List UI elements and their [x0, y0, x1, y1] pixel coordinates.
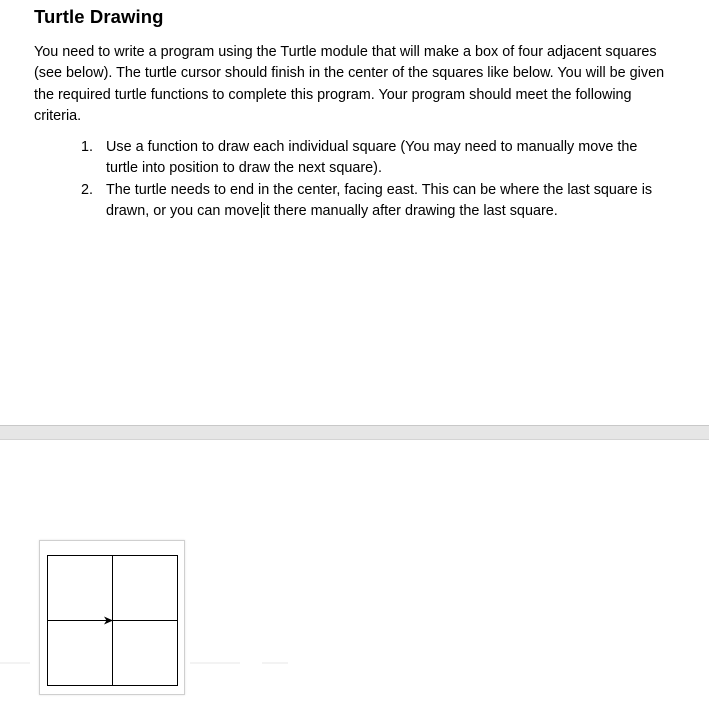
intro-paragraph: You need to write a program using the Turtle module that will make a box of four adjacent squares (see below). The turtle cursor should finish in the center of the squares like below. You will be given the required turtle functions to complete this program. Your program should meet the following criteria.	[34, 44, 665, 124]
turtle-drawing	[40, 541, 186, 696]
bottom-left-square	[48, 621, 113, 686]
list-number: 2.	[81, 181, 94, 198]
criteria-list	[81, 137, 671, 222]
criteria-text: Use a function to draw each individual square (You may need to manually move the turtle into position to draw the next square).	[106, 139, 638, 177]
criteria-item	[81, 137, 671, 180]
faint-rule	[262, 662, 288, 664]
criteria-text-before-cursor: The turtle needs to end in the center, facing east. This can be where the last square is drawn, or you can move	[106, 181, 653, 219]
top-right-square	[113, 556, 178, 621]
criteria-item	[81, 180, 671, 223]
turtle-figure	[39, 540, 185, 695]
faint-rule	[190, 662, 240, 664]
criteria-text-after-cursor: it there manually after drawing the last square.	[262, 202, 558, 219]
document-page-2	[0, 440, 709, 703]
page-break-gap	[0, 425, 709, 440]
faint-rule	[0, 662, 30, 664]
list-number: 1.	[81, 139, 94, 155]
top-left-square	[48, 556, 113, 621]
text-cursor	[261, 202, 262, 218]
document-title: Turtle Drawing	[34, 6, 164, 27]
bottom-right-square	[113, 621, 178, 686]
